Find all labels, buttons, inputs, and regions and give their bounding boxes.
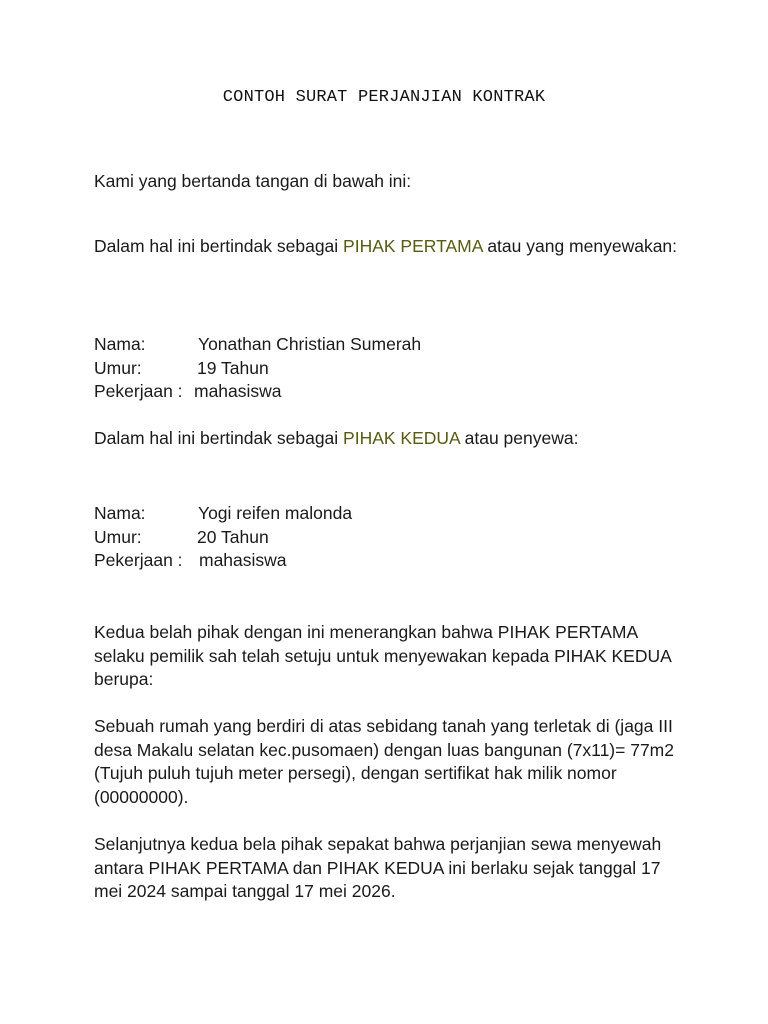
second-party-name-value: Yogi reifen malonda xyxy=(198,503,353,523)
first-party-name-value: Yonathan Christian Sumerah xyxy=(198,334,422,354)
intro-text: Kami yang bertanda tangan di bawah ini: xyxy=(94,171,412,191)
second-party-statement-after: atau penyewa: xyxy=(459,428,579,448)
second-party-job-label: Pekerjaan : xyxy=(94,550,183,570)
second-party-age-label: Umur: xyxy=(94,526,142,547)
second-party-age-row xyxy=(94,526,684,550)
first-party-name-label: Nama: xyxy=(94,334,146,354)
first-party-job-value: mahasiswa xyxy=(194,381,282,401)
document-title: CONTOH SURAT PERJANJIAN KONTRAK xyxy=(222,88,546,107)
first-party-age-value: 19 Tahun xyxy=(197,357,269,378)
lease-period-paragraph: Selanjutnya kedua bela pihak sepakat bahwa perjanjian sewa menyewah antara PIHAK PERTAMA dan PIHAK KEDUA ini berlaku sejak tanggal 17 mei 2024 sampai tanggal 17 mei 2026. xyxy=(94,834,662,901)
first-party-name-row xyxy=(94,333,684,357)
second-party-highlight: PIHAK KEDUA xyxy=(343,428,460,448)
property-description-paragraph: Sebuah rumah yang berdiri di atas sebidang tanah yang terletak di (jaga III desa Makalu selatan kec.pusomaen) dengan luas bangunan (7x11)= 77m2 (Tujuh puluh tujuh meter persegi), dengan sertifikat hak milik nomor (00000000). xyxy=(94,716,674,807)
first-party-job-label: Pekerjaan : xyxy=(94,381,183,401)
second-party-name-label: Nama: xyxy=(94,503,146,523)
first-party-statement xyxy=(94,235,684,259)
agreement-paragraph-1: Kedua belah pihak dengan ini menerangkan bahwa PIHAK PERTAMA selaku pemilik sah telah setuju untuk menyewakan kepada PIHAK KEDUA berupa: xyxy=(94,622,671,689)
second-party-name-row xyxy=(94,502,684,526)
second-party-job-row xyxy=(94,549,684,573)
first-party-statement-after: atau yang menyewakan: xyxy=(482,236,678,256)
first-party-age-label: Umur: xyxy=(94,357,142,378)
second-party-details xyxy=(94,502,684,573)
second-party-job-value: mahasiswa xyxy=(199,550,287,570)
second-party-statement-before: Dalam hal ini bertindak sebagai xyxy=(94,428,344,448)
first-party-job-row xyxy=(94,380,684,404)
first-party-details xyxy=(94,333,684,404)
second-party-age-value: 20 Tahun xyxy=(197,526,269,547)
second-party-statement xyxy=(94,427,684,451)
first-party-statement-before: Dalam hal ini bertindak sebagai xyxy=(94,236,344,256)
first-party-highlight: PIHAK PERTAMA xyxy=(343,236,483,256)
first-party-age-row xyxy=(94,357,684,381)
